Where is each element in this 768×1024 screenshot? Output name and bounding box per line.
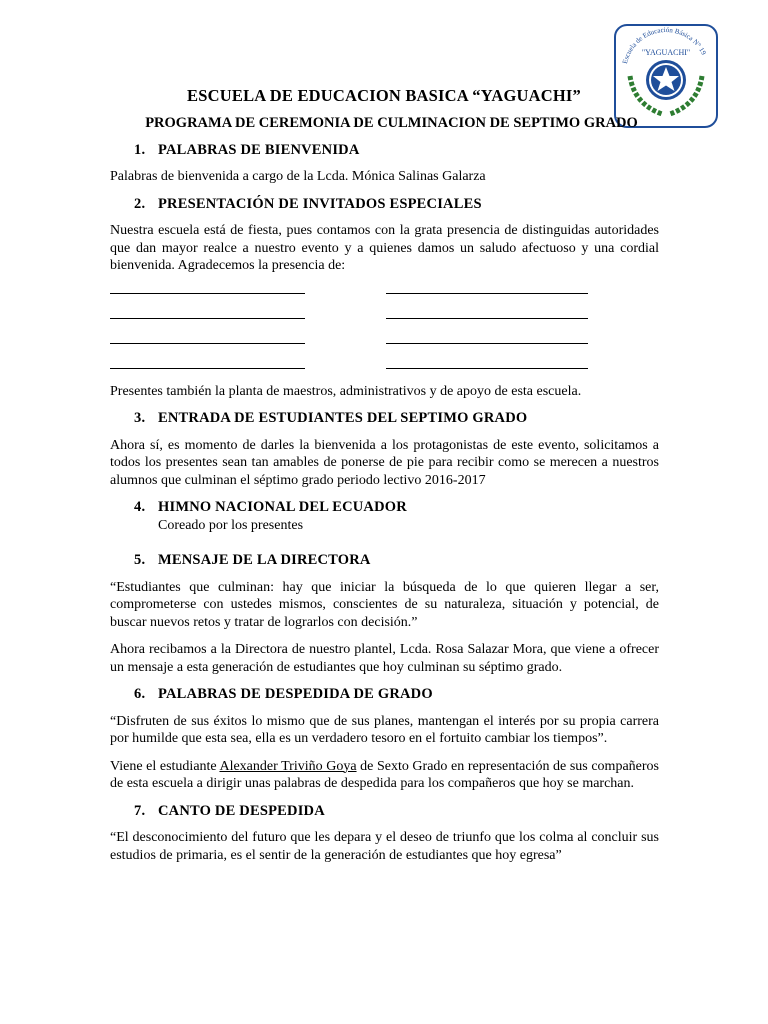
section-paragraph: Palabras de bienvenida a cargo de la Lcda. Mónica Salinas Galarza	[110, 169, 486, 184]
section-title: PALABRAS DE DESPEDIDA DE GRADO	[158, 686, 433, 702]
section-paragraph: Nuestra escuela está de fiesta, pues contamos con la grata presencia de distinguidas autoridades que dan mayor realce a nuestro evento y a quienes damos un saludo afectuoso y una cordial bienvenida. Agradecemos la presencia de:	[110, 223, 659, 273]
section-number: 1.	[134, 141, 146, 158]
document-body	[110, 115, 659, 874]
section-paragraph: “Estudiantes que culminan: hay que iniciar la búsqueda de lo que quieren llegar a ser, comprometerse con ustedes mismos, conscientes de su naturaleza, situación y potencial, de buscar nuevos retos y tratar de lograrlos con decisión.”	[110, 579, 659, 630]
section-title: ENTRADA DE ESTUDIANTES DEL SEPTIMO GRADO	[158, 410, 528, 426]
blank-line	[386, 318, 588, 319]
blank-line	[110, 293, 305, 294]
section-heading	[110, 196, 659, 214]
guest-name-lines	[110, 285, 659, 381]
student-name: Alexander Triviño Goya	[219, 758, 357, 774]
section-title: MENSAJE DE LA DIRECTORA	[158, 552, 371, 568]
section-heading	[110, 552, 659, 570]
section-paragraph: Ahora recibamos a la Directora de nuestro plantel, Lcda. Rosa Salazar Mora, que viene a ofrecer un mensaje a esta generación de estudiantes que hoy culminan su séptimo grado.	[110, 642, 659, 675]
section-title: CANTO DE DESPEDIDA	[158, 802, 325, 819]
section-heading	[110, 410, 659, 428]
section-title: HIMNO NACIONAL DEL ECUADOR	[158, 499, 407, 515]
paragraph-text: de Sexto Grado en representación de sus compañeros de esta escuela a dirigir unas palabras de despedida para los compañeros que hoy se marchan.	[110, 758, 659, 791]
logo-center-text: "YAGUACHI"	[641, 48, 691, 57]
blank-line	[110, 343, 305, 344]
blank-line	[110, 318, 305, 319]
document-title: ESCUELA DE EDUCACION BASICA “YAGUACHI”	[187, 86, 581, 105]
section-paragraph: “El desconocimiento del futuro que les depara y el deseo de triunfo que los colma al concluir sus estudios de primaria, es el sentir de la generación de estudiantes que hoy egresa”	[110, 830, 659, 863]
section-number: 6.	[134, 686, 146, 702]
section-number: 5.	[134, 552, 146, 568]
section-paragraph: Presentes también la planta de maestros, administrativos y de apoyo de esta escuela.	[110, 383, 582, 399]
paragraph-text: Viene el estudiante	[110, 758, 220, 774]
section-paragraph: “Disfruten de sus éxitos lo mismo que de sus planes, mantengan el interés por su propia carrera por humilde que esta sea, ella es un verdadero tesoro en el fortuito cambiar los tiempos”.	[110, 713, 659, 746]
section-heading	[110, 142, 659, 160]
section-number: 3.	[134, 410, 146, 426]
blank-line	[110, 368, 305, 369]
section-number: 2.	[134, 195, 146, 212]
program-subtitle: PROGRAMA DE CEREMONIA DE CULMINACION DE SEPTIMO GRADO	[145, 115, 638, 131]
section-heading	[110, 803, 659, 821]
blank-line	[386, 293, 588, 294]
school-seal-icon	[612, 22, 720, 130]
blank-line	[386, 368, 588, 369]
section-heading	[110, 499, 659, 517]
section-title: PRESENTACIÓN DE INVITADOS ESPECIALES	[158, 195, 482, 212]
section-heading	[110, 686, 659, 704]
section-paragraph: Ahora sí, es momento de darles la bienvenida a los protagonistas de este evento, solicitamos a todos los presentes sean tan amables de ponerse de pie para recibir como se merecen a nuestros alumnos que culminan el séptimo grado periodo lectivo 2016-2017	[110, 437, 659, 488]
school-logo	[612, 22, 720, 130]
section-paragraph: Coreado por los presentes	[158, 517, 304, 533]
section-paragraph	[110, 758, 659, 793]
section-number: 4.	[134, 499, 146, 515]
section-number: 7.	[134, 802, 146, 819]
section-title: PALABRAS DE BIENVENIDA	[158, 141, 360, 158]
blank-line	[386, 343, 588, 344]
logo-arc-text: Escuela de Educación Básica N° 19	[620, 25, 708, 65]
